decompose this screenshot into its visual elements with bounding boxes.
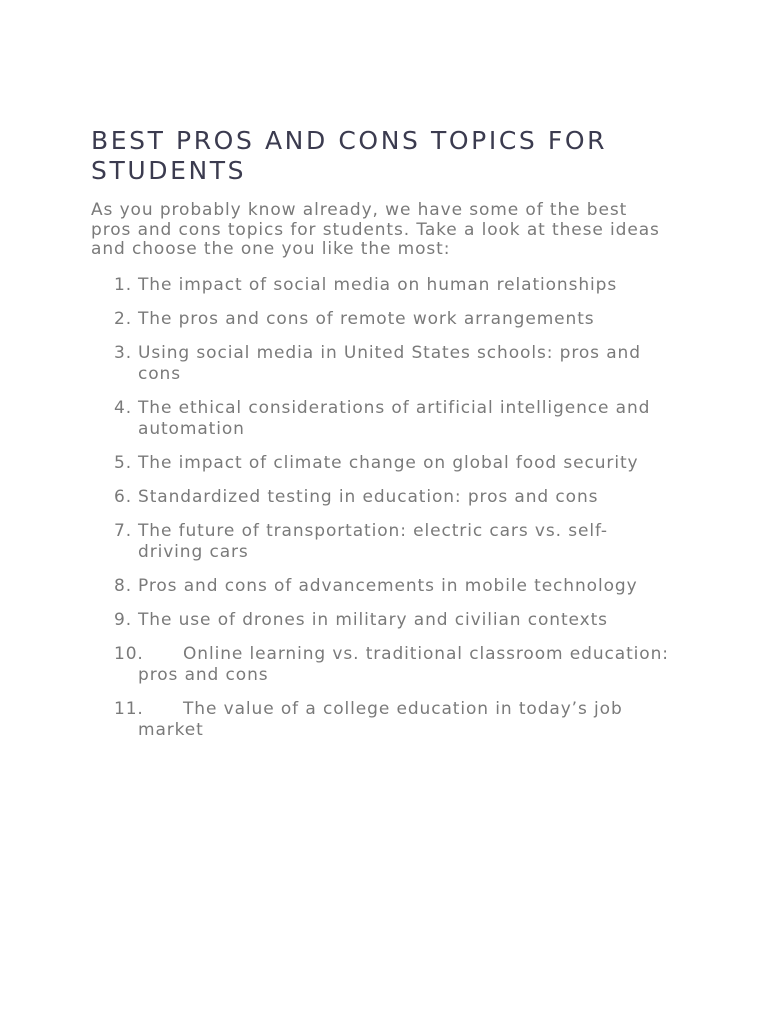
page-title: BEST PROS AND CONS TOPICS FOR STUDENTS xyxy=(91,126,608,185)
topic-list xyxy=(91,275,691,741)
list-item-number: 5. xyxy=(114,452,133,473)
list-item xyxy=(91,487,673,508)
list-item-number: 11. xyxy=(114,698,144,719)
list-item-number: 9. xyxy=(114,609,133,630)
list-item-text: Standardized testing in education: pros and cons xyxy=(138,486,599,507)
list-item-number: 1. xyxy=(114,274,133,295)
list-item xyxy=(91,699,673,741)
list-item-text: Online learning vs. traditional classroom education: pros and cons xyxy=(138,643,669,685)
list-item xyxy=(91,398,673,440)
list-item-number: 3. xyxy=(114,342,133,363)
document-page xyxy=(91,126,691,754)
list-item xyxy=(91,343,673,385)
list-item xyxy=(91,644,673,686)
list-item xyxy=(91,453,673,474)
list-item-text: The ethical considerations of artificial intelligence and automation xyxy=(138,397,651,439)
list-item-text: The use of drones in military and civilian contexts xyxy=(138,609,608,630)
list-item-text: Using social media in United States schools: pros and cons xyxy=(138,342,641,384)
list-item-text: The impact of social media on human relationships xyxy=(138,274,618,295)
list-item-text: The value of a college education in today’s job market xyxy=(138,698,623,740)
list-item xyxy=(91,275,673,296)
intro-paragraph: As you probably know already, we have some of the best pros and cons topics for students. Take a look at these ideas and choose the one you like the most: xyxy=(91,200,660,259)
list-item-number: 4. xyxy=(114,397,133,418)
list-item-text: The pros and cons of remote work arrangements xyxy=(138,308,595,329)
list-item xyxy=(91,309,673,330)
list-item-number: 2. xyxy=(114,308,133,329)
list-item-text: The impact of climate change on global food security xyxy=(138,452,639,473)
list-item-text: The future of transportation: electric cars vs. self-driving cars xyxy=(138,520,608,562)
list-item-number: 10. xyxy=(114,643,144,664)
list-item-number: 7. xyxy=(114,520,133,541)
list-item-number: 8. xyxy=(114,575,133,596)
list-item xyxy=(91,521,673,563)
list-item xyxy=(91,610,673,631)
list-item-text: Pros and cons of advancements in mobile technology xyxy=(138,575,638,596)
list-item-number: 6. xyxy=(114,486,133,507)
list-item xyxy=(91,576,673,597)
